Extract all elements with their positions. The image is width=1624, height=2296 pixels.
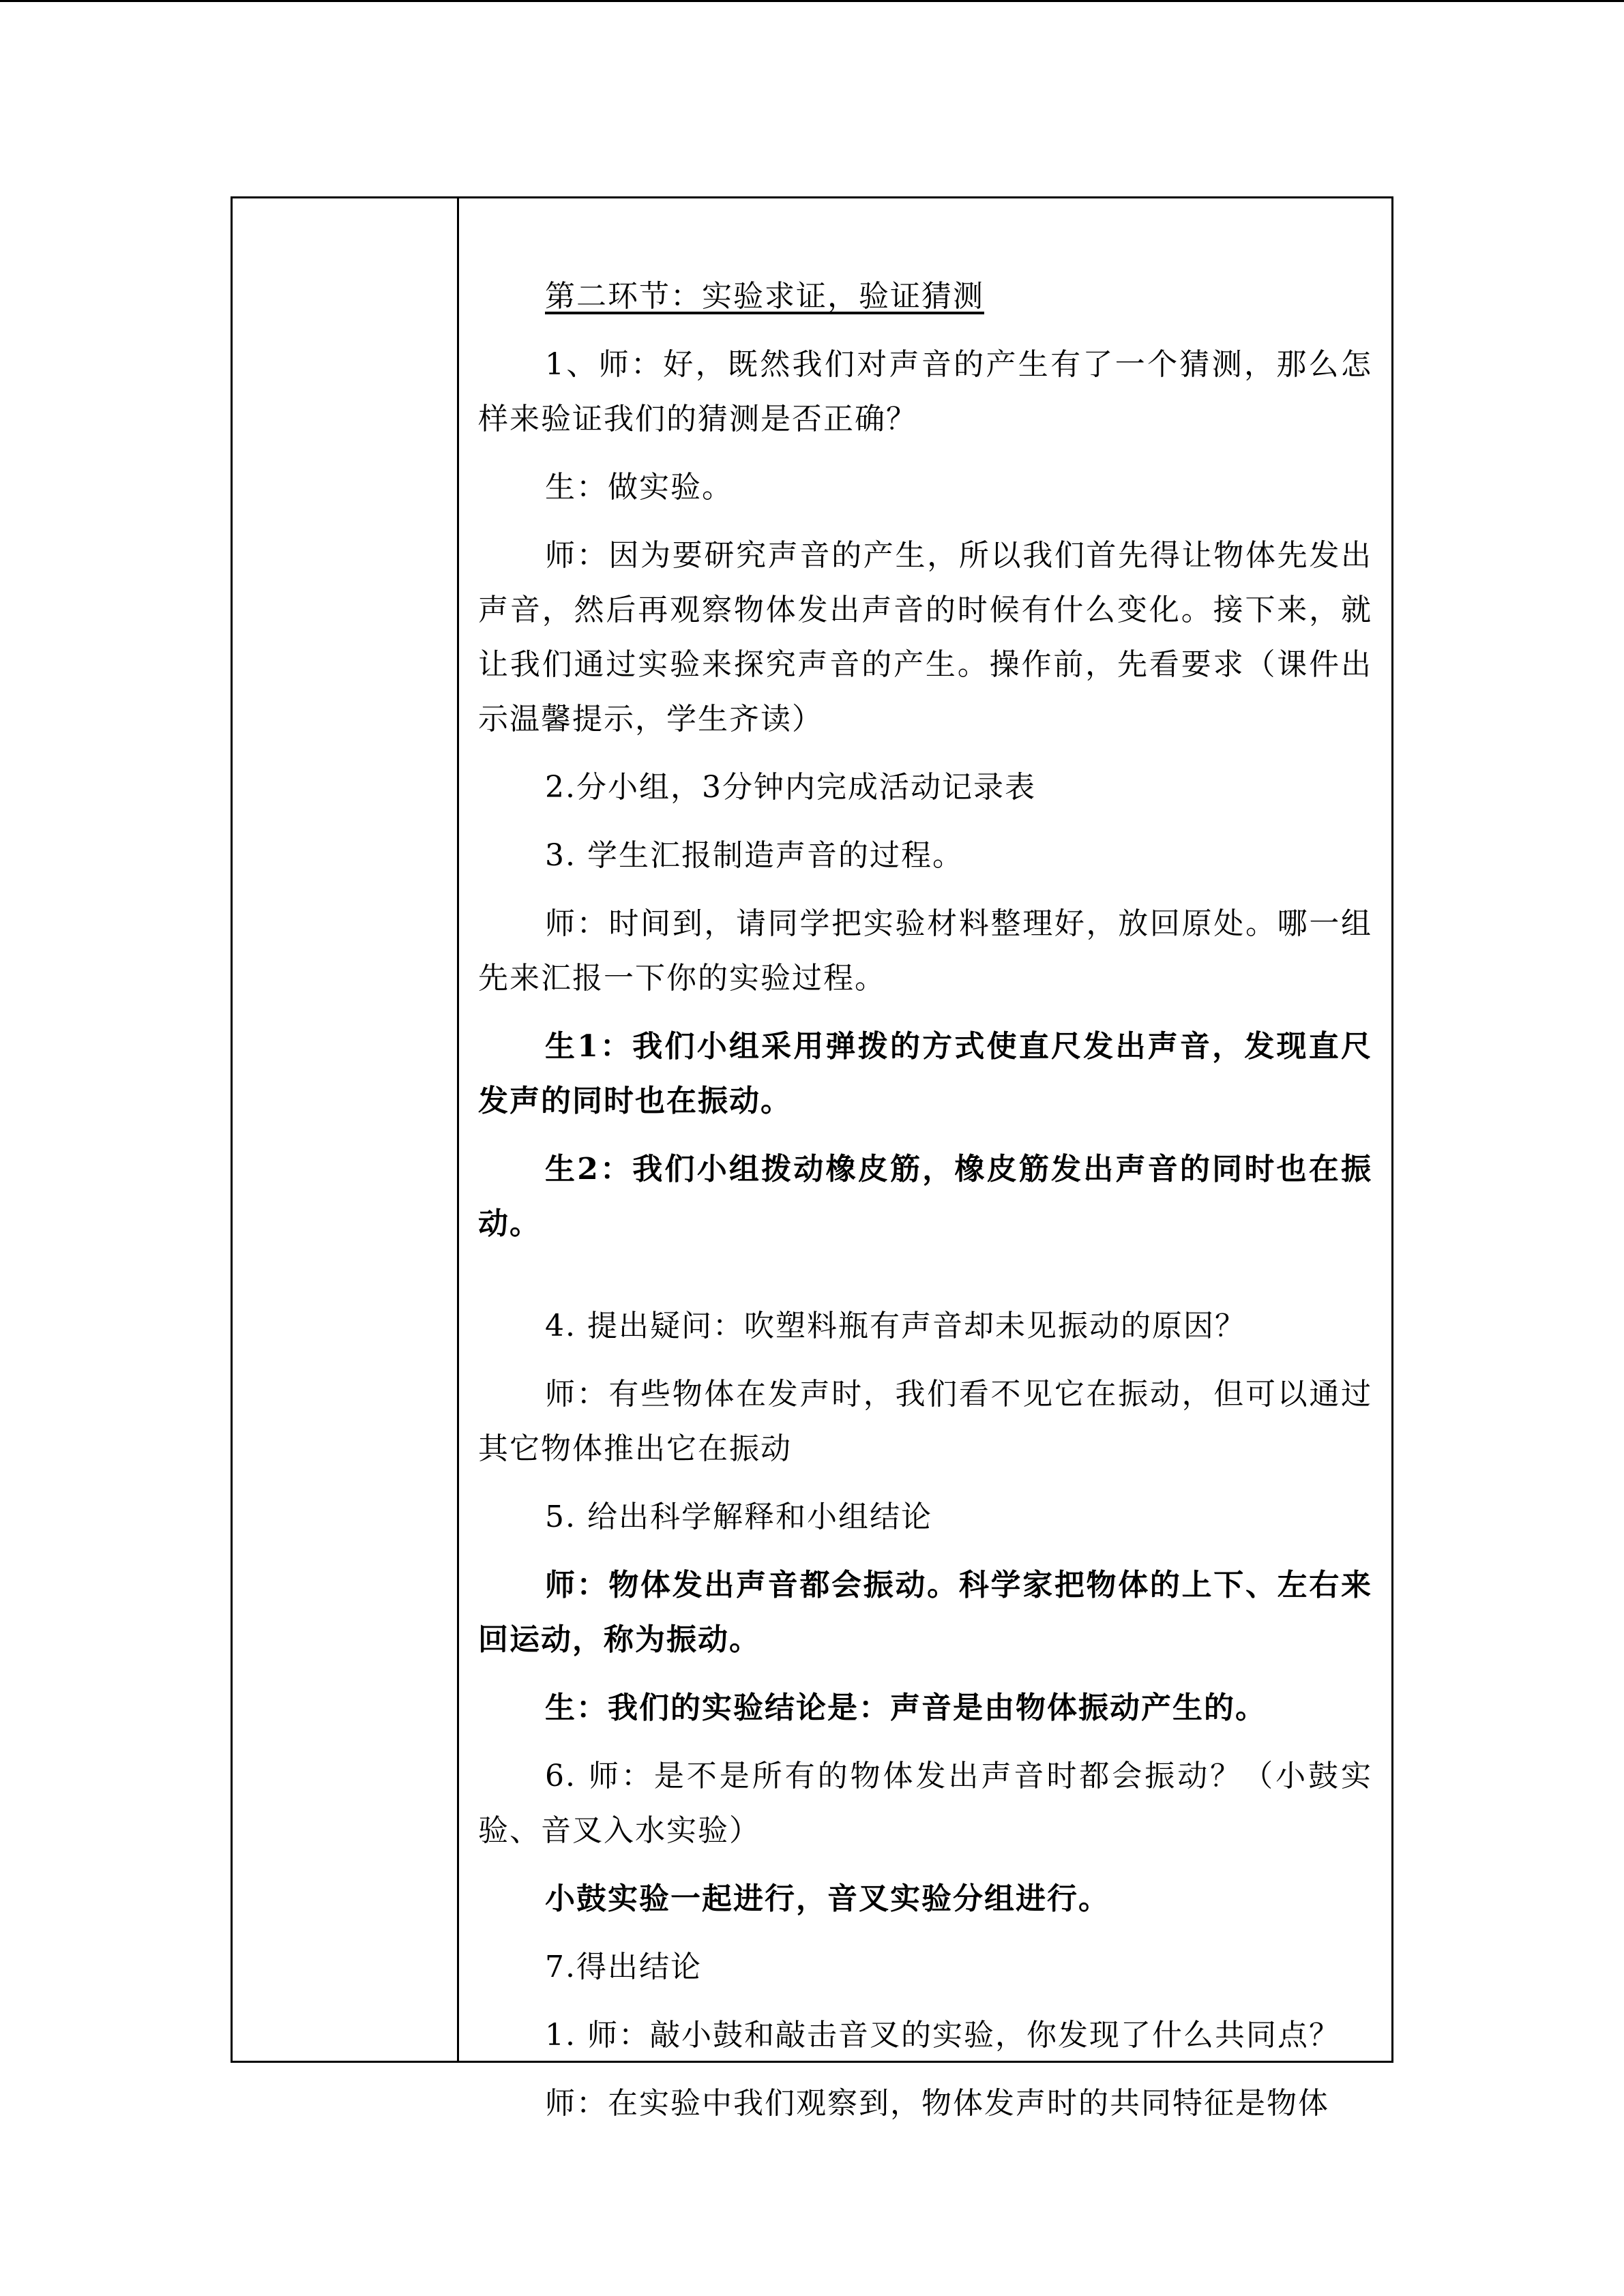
paragraph-teacher-definition: 师：物体发出声音都会振动。科学家把物体的上下、左右来回运动，称为振动。 — [478, 1568, 1372, 1657]
paragraph-teacher-common-point: 1. 师：敲小鼓和敲击音叉的实验，你发现了什么共同点？ — [545, 2018, 1340, 2053]
paragraph-teacher-instructions: 师：因为要研究声音的产生，所以我们首先得让物体先发出声音，然后再观察物体发出声音的时候有什么变化。接下来，就让我们通过实验来探究声音的产生。操作前，先看要求（课件出示温馨提示，学生齐读） — [478, 538, 1372, 736]
table-content-cell — [459, 198, 1391, 2121]
paragraph-student-2-report: 生2：我们小组拨动橡皮筋，橡皮筋发出声音的同时也在振动。 — [478, 1152, 1372, 1241]
paragraph-teacher-question: 1、师：好，既然我们对声音的产生有了一个猜测，那么怎样来验证我们的猜测是否正确？ — [478, 347, 1372, 436]
paragraph-step-3: 3. 学生汇报制造声音的过程。 — [545, 838, 964, 873]
paragraph-teacher-explanation: 师：有些物体在发声时，我们看不见它在振动，但可以通过其它物体推出它在振动 — [478, 1377, 1372, 1466]
paragraph-step-5: 5. 给出科学解释和小组结论 — [545, 1500, 932, 1534]
paragraph-step-7: 7.得出结论 — [545, 1950, 702, 1984]
table-left-column — [233, 198, 459, 2061]
lesson-content — [478, 269, 1372, 2145]
paragraph-teacher-time-up: 师：时间到，请同学把实验材料整理好，放回原处。哪一组先来汇报一下你的实验过程。 — [478, 906, 1372, 996]
paragraph-step-6: 6. 师：是不是所有的物体发出声音时都会振动？（小鼓实验、音叉入水实验） — [478, 1759, 1372, 1848]
paragraph-step-2: 2.分小组，3分钟内完成活动记录表 — [545, 770, 1036, 805]
paragraph-experiment-note: 小鼓实验一起进行，音叉实验分组进行。 — [545, 1881, 1110, 1916]
page-top-border — [0, 0, 1624, 2]
section-heading: 第二环节：实验求证，验证猜测 — [545, 279, 984, 314]
paragraph-student-1-report: 生1：我们小组采用弹拨的方式使直尺发出声音，发现直尺发声的同时也在振动。 — [478, 1029, 1372, 1118]
lesson-plan-table — [231, 196, 1393, 2121]
paragraph-teacher-observation: 师：在实验中我们观察到，物体发声时的共同特征是物体 — [545, 2086, 1329, 2121]
paragraph-student-answer: 生：做实验。 — [545, 470, 733, 505]
paragraph-student-conclusion: 生：我们的实验结论是：声音是由物体振动产生的。 — [545, 1690, 1267, 1725]
paragraph-step-4: 4. 提出疑问：吹塑料瓶有声音却未见振动的原因？ — [545, 1309, 1246, 1343]
